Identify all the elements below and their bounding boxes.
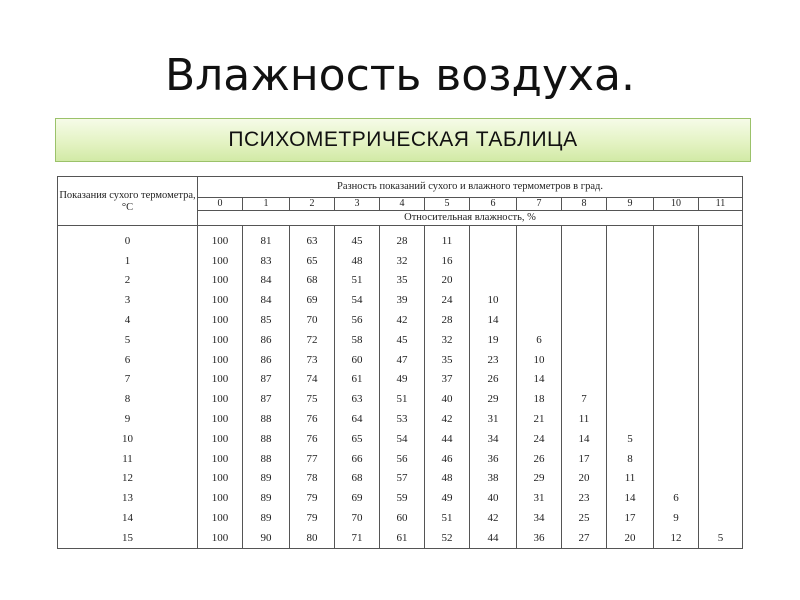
humidity-cell: [607, 409, 654, 429]
humidity-cell: [562, 271, 607, 291]
humidity-cell: [607, 389, 654, 409]
humidity-cell: 68: [335, 469, 380, 489]
humidity-cell: 57: [380, 469, 425, 489]
humidity-cell: 77: [290, 449, 335, 469]
dry-temp-cell: 13: [58, 488, 198, 508]
humidity-cell: [654, 389, 699, 409]
table-row: [58, 330, 743, 350]
dry-temp-cell: 4: [58, 310, 198, 330]
humidity-cell: 40: [425, 389, 470, 409]
humidity-cell: [654, 469, 699, 489]
humidity-cell: 79: [290, 508, 335, 528]
humidity-cell: 34: [470, 429, 517, 449]
dry-temp-cell: 5: [58, 330, 198, 350]
humidity-cell: 29: [470, 389, 517, 409]
humidity-cell: [607, 226, 654, 251]
page-title: Влажность воздуха.: [164, 50, 636, 101]
humidity-cell: 32: [425, 330, 470, 350]
dry-temp-cell: 0: [58, 226, 198, 251]
humidity-cell: 100: [198, 449, 243, 469]
table-row: [58, 409, 743, 429]
humidity-cell: 36: [517, 528, 562, 548]
difference-value: 5: [425, 198, 470, 211]
difference-value: 8: [562, 198, 607, 211]
humidity-cell: 46: [425, 449, 470, 469]
humidity-cell: 100: [198, 290, 243, 310]
humidity-cell: 45: [335, 226, 380, 251]
humidity-cell: [699, 488, 743, 508]
humidity-cell: 87: [243, 389, 290, 409]
humidity-cell: [517, 271, 562, 291]
humidity-cell: 10: [470, 290, 517, 310]
humidity-cell: [699, 330, 743, 350]
humidity-cell: 26: [470, 370, 517, 390]
humidity-cell: 58: [335, 330, 380, 350]
humidity-cell: [562, 226, 607, 251]
humidity-cell: 28: [380, 226, 425, 251]
humidity-cell: 29: [517, 469, 562, 489]
humidity-cell: 88: [243, 409, 290, 429]
humidity-cell: [562, 251, 607, 271]
humidity-cell: 9: [654, 508, 699, 528]
humidity-cell: 42: [425, 409, 470, 429]
difference-value: 7: [517, 198, 562, 211]
humidity-cell: [654, 370, 699, 390]
humidity-cell: 11: [562, 409, 607, 429]
humidity-cell: 73: [290, 350, 335, 370]
humidity-cell: 48: [425, 469, 470, 489]
table-row: [58, 271, 743, 291]
humidity-cell: [562, 310, 607, 330]
humidity-cell: 49: [380, 370, 425, 390]
humidity-cell: 6: [654, 488, 699, 508]
humidity-cell: 66: [335, 449, 380, 469]
humidity-cell: [562, 290, 607, 310]
humidity-cell: 35: [425, 350, 470, 370]
humidity-cell: [562, 370, 607, 390]
humidity-cell: 19: [470, 330, 517, 350]
table-row: [58, 226, 743, 251]
humidity-cell: 100: [198, 330, 243, 350]
humidity-cell: 86: [243, 350, 290, 370]
difference-value: 11: [699, 198, 743, 211]
humidity-cell: [470, 251, 517, 271]
humidity-cell: 44: [425, 429, 470, 449]
humidity-cell: 81: [243, 226, 290, 251]
humidity-cell: 65: [335, 429, 380, 449]
humidity-cell: 28: [425, 310, 470, 330]
table-row: [58, 469, 743, 489]
humidity-cell: [517, 251, 562, 271]
table-body: [58, 226, 743, 549]
humidity-cell: 59: [380, 488, 425, 508]
table-row: [58, 389, 743, 409]
humidity-cell: 40: [470, 488, 517, 508]
temp-column-header: Показания сухого термометра, °С: [58, 177, 198, 226]
difference-value: 2: [290, 198, 335, 211]
humidity-cell: 20: [425, 271, 470, 291]
dry-temp-cell: 14: [58, 508, 198, 528]
humidity-cell: 100: [198, 488, 243, 508]
difference-value: 6: [470, 198, 517, 211]
table-row: [58, 488, 743, 508]
humidity-cell: 100: [198, 370, 243, 390]
humidity-cell: 75: [290, 389, 335, 409]
humidity-cell: 70: [290, 310, 335, 330]
humidity-cell: 37: [425, 370, 470, 390]
table-row: [58, 370, 743, 390]
humidity-cell: 85: [243, 310, 290, 330]
humidity-cell: 10: [517, 350, 562, 370]
difference-value: 0: [198, 198, 243, 211]
humidity-cell: 32: [380, 251, 425, 271]
humidity-cell: 36: [470, 449, 517, 469]
humidity-cell: 84: [243, 290, 290, 310]
humidity-cell: 76: [290, 409, 335, 429]
humidity-cell: 17: [562, 449, 607, 469]
humidity-cell: 88: [243, 429, 290, 449]
humidity-cell: [562, 350, 607, 370]
dry-temp-cell: 3: [58, 290, 198, 310]
humidity-cell: 34: [517, 508, 562, 528]
humidity-cell: 87: [243, 370, 290, 390]
humidity-cell: [654, 290, 699, 310]
humidity-cell: 70: [335, 508, 380, 528]
humidity-cell: 23: [562, 488, 607, 508]
humidity-cell: [699, 226, 743, 251]
humidity-cell: 48: [335, 251, 380, 271]
humidity-cell: 20: [562, 469, 607, 489]
dry-temp-cell: 2: [58, 271, 198, 291]
dry-temp-cell: 1: [58, 251, 198, 271]
humidity-cell: 11: [425, 226, 470, 251]
humidity-cell: 24: [517, 429, 562, 449]
humidity-cell: [699, 389, 743, 409]
table-row: [58, 449, 743, 469]
humidity-cell: 12: [654, 528, 699, 548]
humidity-cell: 42: [470, 508, 517, 528]
humidity-cell: [699, 290, 743, 310]
humidity-cell: [654, 330, 699, 350]
humidity-cell: 80: [290, 528, 335, 548]
humidity-cell: [699, 449, 743, 469]
humidity-cell: 100: [198, 409, 243, 429]
humidity-cell: 54: [335, 290, 380, 310]
humidity-cell: [699, 409, 743, 429]
table-row: [58, 508, 743, 528]
difference-header: Разность показаний сухого и влажного термометров в град.: [198, 177, 743, 198]
humidity-cell: 38: [470, 469, 517, 489]
humidity-cell: 17: [607, 508, 654, 528]
humidity-cell: [654, 251, 699, 271]
dry-temp-cell: 15: [58, 528, 198, 548]
humidity-cell: 21: [517, 409, 562, 429]
humidity-cell: 60: [380, 508, 425, 528]
dry-temp-cell: 12: [58, 469, 198, 489]
humidity-cell: 83: [243, 251, 290, 271]
humidity-cell: 56: [335, 310, 380, 330]
humidity-cell: [470, 271, 517, 291]
humidity-cell: 76: [290, 429, 335, 449]
humidity-cell: 20: [607, 528, 654, 548]
humidity-cell: [562, 330, 607, 350]
humidity-cell: 51: [425, 508, 470, 528]
difference-value: 10: [654, 198, 699, 211]
humidity-cell: 72: [290, 330, 335, 350]
humidity-cell: 31: [470, 409, 517, 429]
humidity-cell: 51: [335, 271, 380, 291]
humidity-cell: 60: [335, 350, 380, 370]
humidity-cell: 5: [607, 429, 654, 449]
humidity-cell: [607, 290, 654, 310]
humidity-cell: [654, 271, 699, 291]
humidity-cell: [699, 251, 743, 271]
humidity-cell: 7: [562, 389, 607, 409]
humidity-cell: [654, 449, 699, 469]
humidity-cell: 31: [517, 488, 562, 508]
humidity-cell: 79: [290, 488, 335, 508]
relative-humidity-header: Относительная влажность, %: [198, 211, 743, 226]
humidity-cell: 100: [198, 310, 243, 330]
humidity-cell: 44: [470, 528, 517, 548]
humidity-cell: 51: [380, 389, 425, 409]
humidity-cell: [654, 429, 699, 449]
table-row: [58, 350, 743, 370]
humidity-cell: [517, 310, 562, 330]
humidity-cell: [654, 310, 699, 330]
humidity-cell: [517, 290, 562, 310]
humidity-cell: 65: [290, 251, 335, 271]
humidity-cell: 89: [243, 488, 290, 508]
humidity-cell: [607, 330, 654, 350]
humidity-cell: 39: [380, 290, 425, 310]
humidity-cell: 56: [380, 449, 425, 469]
humidity-cell: 89: [243, 508, 290, 528]
table-row: [58, 310, 743, 330]
humidity-cell: [699, 271, 743, 291]
humidity-cell: 25: [562, 508, 607, 528]
humidity-cell: 84: [243, 271, 290, 291]
humidity-cell: 27: [562, 528, 607, 548]
humidity-cell: 71: [335, 528, 380, 548]
humidity-cell: 86: [243, 330, 290, 350]
humidity-cell: 100: [198, 528, 243, 548]
table-row: [58, 251, 743, 271]
humidity-cell: 100: [198, 271, 243, 291]
humidity-cell: 14: [607, 488, 654, 508]
humidity-cell: 78: [290, 469, 335, 489]
humidity-cell: 63: [335, 389, 380, 409]
humidity-cell: [699, 469, 743, 489]
humidity-cell: [699, 310, 743, 330]
humidity-cell: 18: [517, 389, 562, 409]
humidity-cell: [470, 226, 517, 251]
humidity-cell: 100: [198, 226, 243, 251]
humidity-cell: [607, 271, 654, 291]
humidity-cell: [699, 508, 743, 528]
humidity-cell: [607, 370, 654, 390]
humidity-cell: 88: [243, 449, 290, 469]
humidity-cell: 26: [517, 449, 562, 469]
humidity-cell: 14: [470, 310, 517, 330]
dry-temp-cell: 10: [58, 429, 198, 449]
humidity-cell: 11: [607, 469, 654, 489]
humidity-cell: 45: [380, 330, 425, 350]
humidity-cell: 69: [335, 488, 380, 508]
difference-value: 1: [243, 198, 290, 211]
table-row: [58, 528, 743, 548]
dry-temp-cell: 9: [58, 409, 198, 429]
humidity-cell: 68: [290, 271, 335, 291]
humidity-cell: 100: [198, 389, 243, 409]
dry-temp-cell: 7: [58, 370, 198, 390]
humidity-cell: 74: [290, 370, 335, 390]
humidity-cell: 53: [380, 409, 425, 429]
humidity-cell: 47: [380, 350, 425, 370]
dry-temp-cell: 6: [58, 350, 198, 370]
humidity-cell: 54: [380, 429, 425, 449]
humidity-cell: 5: [699, 528, 743, 548]
psychrometric-table: [57, 176, 743, 549]
humidity-cell: 63: [290, 226, 335, 251]
humidity-cell: 100: [198, 508, 243, 528]
humidity-cell: 69: [290, 290, 335, 310]
difference-value: 4: [380, 198, 425, 211]
humidity-cell: 52: [425, 528, 470, 548]
humidity-cell: [607, 350, 654, 370]
humidity-cell: 8: [607, 449, 654, 469]
table-row: [58, 429, 743, 449]
humidity-cell: 64: [335, 409, 380, 429]
humidity-cell: [654, 409, 699, 429]
humidity-cell: 100: [198, 429, 243, 449]
humidity-cell: [517, 226, 562, 251]
humidity-cell: 90: [243, 528, 290, 548]
humidity-cell: 100: [198, 469, 243, 489]
humidity-cell: 6: [517, 330, 562, 350]
humidity-cell: 16: [425, 251, 470, 271]
humidity-cell: 35: [380, 271, 425, 291]
humidity-cell: [699, 370, 743, 390]
humidity-cell: [607, 310, 654, 330]
humidity-cell: 61: [380, 528, 425, 548]
humidity-cell: [699, 350, 743, 370]
humidity-cell: 100: [198, 251, 243, 271]
table-banner: ПСИХОМЕТРИЧЕСКАЯ ТАБЛИЦА: [55, 118, 751, 162]
difference-value: 9: [607, 198, 654, 211]
humidity-cell: [607, 251, 654, 271]
dry-temp-cell: 8: [58, 389, 198, 409]
humidity-cell: 89: [243, 469, 290, 489]
humidity-cell: 42: [380, 310, 425, 330]
difference-value: 3: [335, 198, 380, 211]
humidity-cell: 14: [517, 370, 562, 390]
humidity-cell: 100: [198, 350, 243, 370]
table-row: [58, 290, 743, 310]
humidity-cell: 23: [470, 350, 517, 370]
humidity-cell: 61: [335, 370, 380, 390]
humidity-cell: 24: [425, 290, 470, 310]
dry-temp-cell: 11: [58, 449, 198, 469]
humidity-cell: [654, 226, 699, 251]
humidity-cell: 14: [562, 429, 607, 449]
humidity-cell: [654, 350, 699, 370]
humidity-cell: 49: [425, 488, 470, 508]
humidity-cell: [699, 429, 743, 449]
